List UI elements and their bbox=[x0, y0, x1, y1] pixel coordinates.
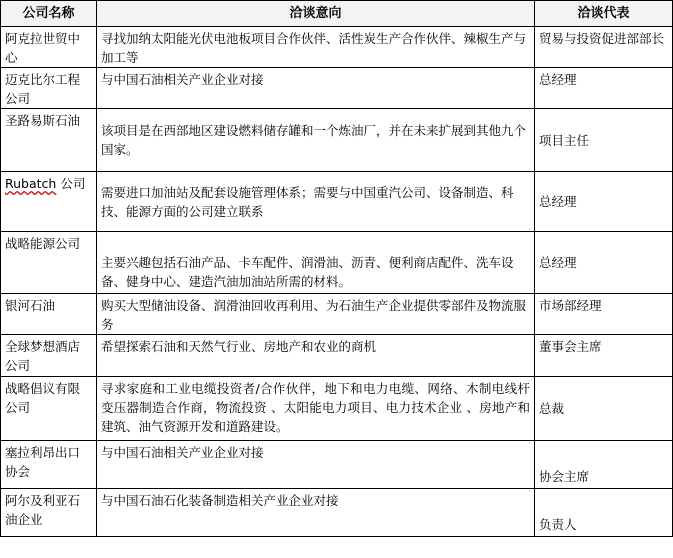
table-row bbox=[1, 489, 673, 537]
negotiation-intent: 寻求家庭和工业电缆投资者/合作伙伴，地下和电力电缆、网络、木制电线杆变压器制造合作商，物流投资 、太阳能电力项目、电力技术企业 、房地产和建筑、油气资源开发和道路建设。 bbox=[97, 377, 535, 441]
table-row bbox=[1, 441, 673, 489]
representative: 贸易与投资促进部部长 bbox=[535, 27, 673, 68]
representative: 总经理 bbox=[535, 172, 673, 232]
negotiation-intent: 与中国石油石化装备制造相关产业企业对接 bbox=[97, 489, 535, 537]
table-row bbox=[1, 172, 673, 232]
company-name: 塞拉利昂出口协会 bbox=[1, 441, 97, 489]
negotiation-intent: 该项目是在西部地区建设燃料储存罐和一个炼油厂，并在未来扩展到其他九个国家。 bbox=[97, 109, 535, 172]
table-row bbox=[1, 294, 673, 335]
representative: 协会主席 bbox=[535, 441, 673, 489]
representative: 市场部经理 bbox=[535, 294, 673, 335]
table-row bbox=[1, 232, 673, 294]
company-name: 全球梦想酒店公司 bbox=[1, 335, 97, 377]
negotiation-intent: 主要兴趣包括石油产品、卡车配件、润滑油、沥青、便利商店配件、洗车设备、健身中心、建造汽油加油站所需的材料。 bbox=[97, 232, 535, 294]
table-header-row bbox=[1, 1, 673, 27]
company-name: 战略倡议有限公司 bbox=[1, 377, 97, 441]
header-negotiation-representative: 洽谈代表 bbox=[535, 1, 673, 27]
table-row bbox=[1, 335, 673, 377]
negotiation-intent: 希望探索石油和天然气行业、房地产和农业的商机 bbox=[97, 335, 535, 377]
representative: 总经理 bbox=[535, 232, 673, 294]
table-row bbox=[1, 27, 673, 68]
company-name-latin: Rubatch bbox=[5, 176, 57, 191]
header-company-name: 公司名称 bbox=[1, 1, 97, 27]
negotiation-intent: 与中国石油相关产业企业对接 bbox=[97, 68, 535, 109]
company-name: 银河石油 bbox=[1, 294, 97, 335]
header-negotiation-intent: 洽谈意向 bbox=[97, 1, 535, 27]
company-name: 迈克比尔工程公司 bbox=[1, 68, 97, 109]
company-name: 阿尔及利亚石油企业 bbox=[1, 489, 97, 537]
representative: 负责人 bbox=[535, 489, 673, 537]
negotiation-intent: 与中国石油相关产业企业对接 bbox=[97, 441, 535, 489]
negotiation-intent: 寻找加纳太阳能光伏电池板项目合作伙伴、活性炭生产合作伙伴、辣椒生产与加工等 bbox=[97, 27, 535, 68]
representative: 总经理 bbox=[535, 68, 673, 109]
representative: 项目主任 bbox=[535, 109, 673, 172]
representative: 总裁 bbox=[535, 377, 673, 441]
table-row bbox=[1, 109, 673, 172]
company-name bbox=[1, 172, 97, 232]
negotiation-intent: 购买大型储油设备、润滑油回收再利用、为石油生产企业提供零部件及物流服务 bbox=[97, 294, 535, 335]
representative: 董事会主席 bbox=[535, 335, 673, 377]
table-row bbox=[1, 377, 673, 441]
company-name: 战略能源公司 bbox=[1, 232, 97, 294]
company-name-rest: 公司 bbox=[56, 176, 86, 191]
negotiation-intent: 需要进口加油站及配套设施管理体系；需要与中国重汽公司、设备制造、科技、能源方面的公司建立联系 bbox=[97, 172, 535, 232]
company-name: 圣路易斯石油 bbox=[1, 109, 97, 172]
company-name: 阿克拉世贸中心 bbox=[1, 27, 97, 68]
table-row bbox=[1, 68, 673, 109]
